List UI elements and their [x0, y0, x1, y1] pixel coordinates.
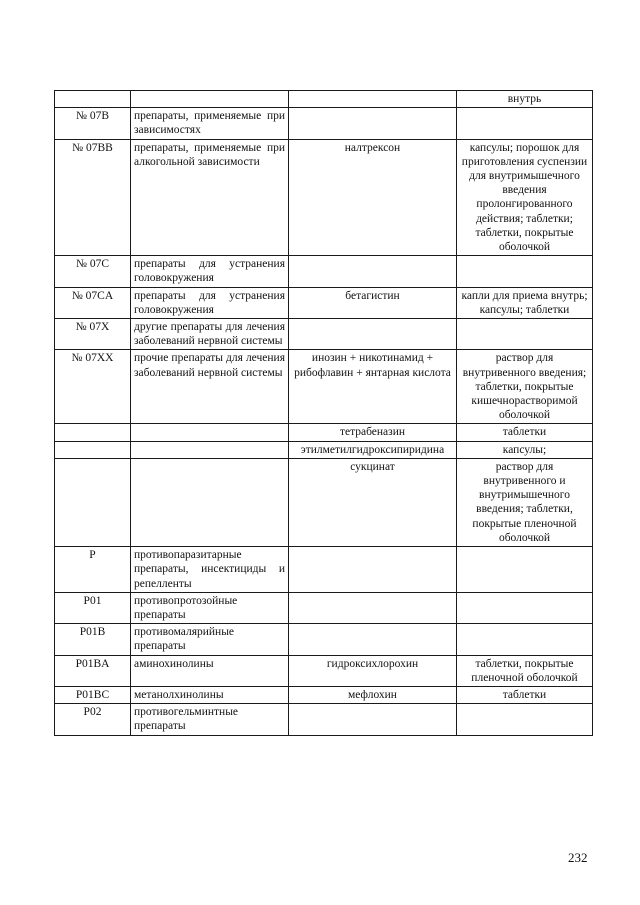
table-row — [55, 704, 593, 735]
drug-cell — [289, 592, 457, 623]
drug-cell — [289, 624, 457, 655]
code-cell: P — [55, 547, 131, 593]
code-cell: № 07B — [55, 108, 131, 139]
table-row — [55, 655, 593, 686]
form-cell — [457, 108, 593, 139]
drug-cell: тетрабеназин — [289, 424, 457, 441]
drug-cell — [289, 108, 457, 139]
table-row — [55, 319, 593, 350]
code-cell — [55, 458, 131, 546]
form-cell: внутрь — [457, 91, 593, 108]
form-cell: капсулы; порошок для приготовления суспензии для внутримышечного введения пролонгированного действия; таблетки; таблетки, покрытые оболочкой — [457, 139, 593, 256]
group-cell: аминохинолины — [131, 655, 289, 686]
table-row — [55, 424, 593, 441]
drug-cell — [289, 319, 457, 350]
drug-cell: гидроксихлорохин — [289, 655, 457, 686]
table-row — [55, 91, 593, 108]
group-cell — [131, 91, 289, 108]
drug-cell: мефлохин — [289, 686, 457, 703]
group-cell: прочие препараты для лечения заболеваний нервной системы — [131, 350, 289, 424]
form-cell — [457, 256, 593, 287]
code-cell: P01BC — [55, 686, 131, 703]
form-cell: раствор для внутривенного введения; таблетки, покрытые кишечнорастворимой оболочкой — [457, 350, 593, 424]
form-cell — [457, 547, 593, 593]
drug-list-table — [54, 90, 593, 736]
drug-cell: налтрексон — [289, 139, 457, 256]
code-cell: № 07CA — [55, 287, 131, 318]
group-cell: препараты для устранения головокружения — [131, 256, 289, 287]
code-cell — [55, 91, 131, 108]
form-cell: раствор для внутривенного и внутримышечного введения; таблетки, покрытые пленочной оболочкой — [457, 458, 593, 546]
group-cell — [131, 458, 289, 546]
group-cell: препараты, применяемые при зависимостях — [131, 108, 289, 139]
table-row — [55, 458, 593, 546]
form-cell: таблетки, покрытые пленочной оболочкой — [457, 655, 593, 686]
group-cell: препараты, применяемые при алкогольной зависимости — [131, 139, 289, 256]
drug-cell — [289, 704, 457, 735]
code-cell: P01B — [55, 624, 131, 655]
code-cell — [55, 424, 131, 441]
form-cell — [457, 319, 593, 350]
drug-cell: инозин + никотинамид + рибофлавин + янтарная кислота — [289, 350, 457, 424]
code-cell: № 07C — [55, 256, 131, 287]
drug-cell — [289, 91, 457, 108]
form-cell: таблетки — [457, 424, 593, 441]
table-row — [55, 592, 593, 623]
table-row — [55, 108, 593, 139]
form-cell — [457, 592, 593, 623]
group-cell: противопаразитарные препараты, инсектициды и репелленты — [131, 547, 289, 593]
code-cell: P02 — [55, 704, 131, 735]
form-cell: капли для приема внутрь; капсулы; таблетки — [457, 287, 593, 318]
table-row — [55, 441, 593, 458]
drug-cell: этилметилгидроксипиридина — [289, 441, 457, 458]
drug-cell — [289, 256, 457, 287]
drug-cell — [289, 547, 457, 593]
table-row — [55, 139, 593, 256]
group-cell: препараты для устранения головокружения — [131, 287, 289, 318]
group-cell: метанолхинолины — [131, 686, 289, 703]
table-row — [55, 350, 593, 424]
group-cell — [131, 441, 289, 458]
table-row — [55, 547, 593, 593]
code-cell: P01 — [55, 592, 131, 623]
table-row — [55, 256, 593, 287]
form-cell: таблетки — [457, 686, 593, 703]
group-cell: противопротозойные препараты — [131, 592, 289, 623]
code-cell: № 07X — [55, 319, 131, 350]
table-row — [55, 624, 593, 655]
group-cell: другие препараты для лечения заболеваний нервной системы — [131, 319, 289, 350]
code-cell: P01BA — [55, 655, 131, 686]
group-cell: противомалярийные препараты — [131, 624, 289, 655]
table-row — [55, 287, 593, 318]
table-row — [55, 686, 593, 703]
drug-cell: сукцинат — [289, 458, 457, 546]
code-cell — [55, 441, 131, 458]
code-cell: № 07BB — [55, 139, 131, 256]
group-cell — [131, 424, 289, 441]
group-cell: противогельминтные препараты — [131, 704, 289, 735]
form-cell: капсулы; — [457, 441, 593, 458]
drug-cell: бетагистин — [289, 287, 457, 318]
code-cell: № 07XX — [55, 350, 131, 424]
form-cell — [457, 624, 593, 655]
form-cell — [457, 704, 593, 735]
page-number: 232 — [568, 850, 588, 865]
